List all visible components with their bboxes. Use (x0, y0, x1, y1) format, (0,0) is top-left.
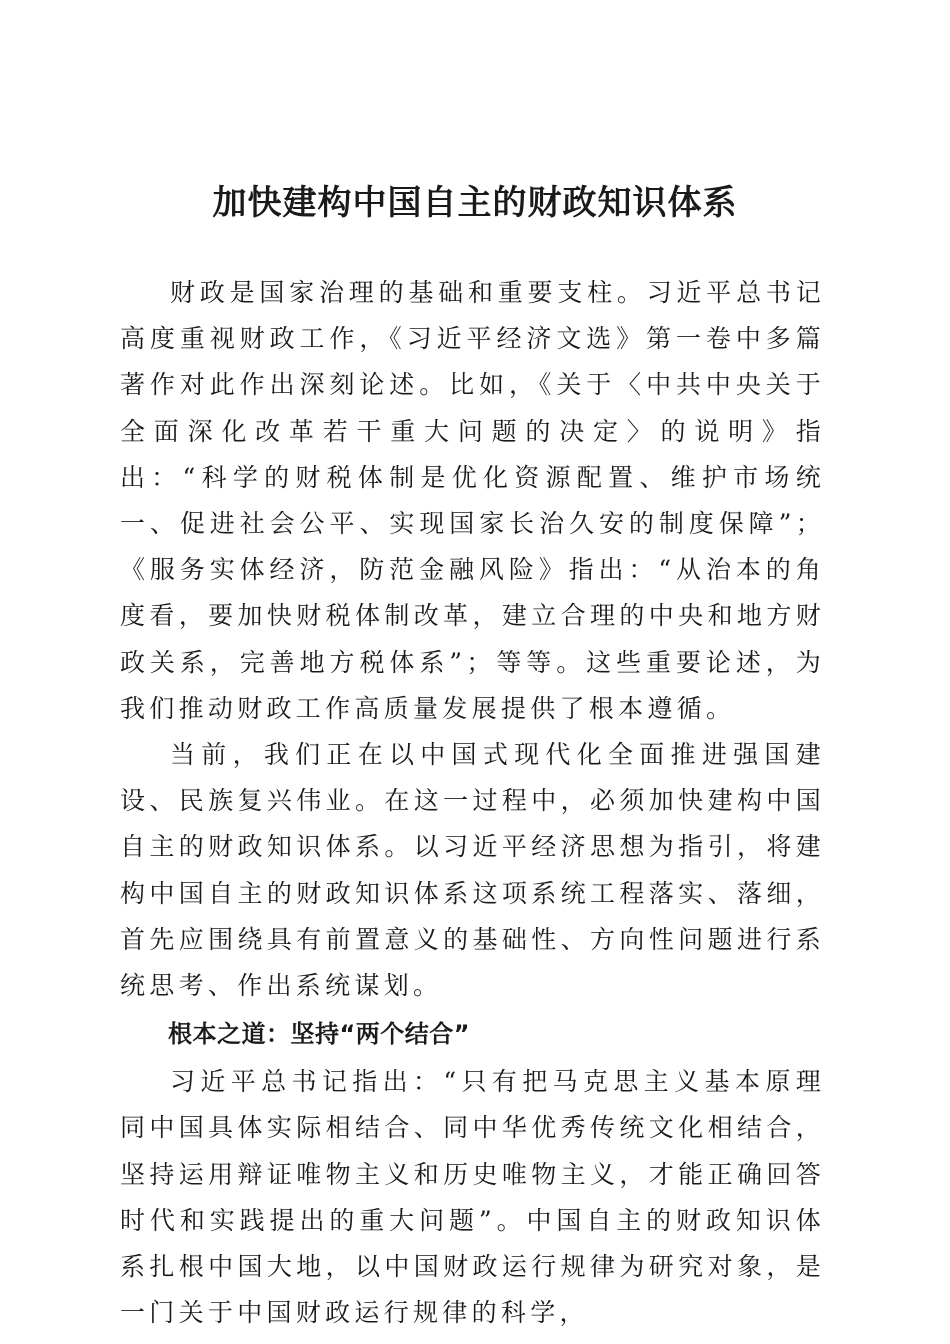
section-paragraph: 习近平总书记指出：“只有把马克思主义基本原理同中国具体实际相结合、同中华优秀传统文化相结合，坚持运用辩证唯物主义和历史唯物主义，才能正确回答时代和实践提出的重大问题”。中国自主的财政知识体系扎根中国大地，以中国财政运行规律为研究对象，是一门关于中国财政运行规律的科学， (120, 1067, 825, 1328)
section-heading: 根本之道：坚持“两个结合” (168, 1020, 471, 1049)
document-title: 加快建构中国自主的财政知识体系 (212, 183, 738, 223)
paragraph-2: 当前，我们正在以中国式现代化全面推进强国建设、民族复兴伟业。在这一过程中，必须加快建构中国自主的财政知识体系。以习近平经济思想为指引，将建构中国自主的财政知识体系这项系统工程落实、落细，首先应围绕具有前置意义的基础性、方向性问题进行系统思考、作出系统谋划。 (120, 740, 825, 1001)
document-body (120, 270, 825, 1336)
paragraph-1: 财政是国家治理的基础和重要支柱。习近平总书记高度重视财政工作，《习近平经济文选》第一卷中多篇著作对此作出深刻论述。比如，《关于〈中共中央关于全面深化改革若干重大问题的决定〉的说明》指出：“科学的财税体制是优化资源配置、维护市场统一、促进社会公平、实现国家长治久安的制度保障”；《服务实体经济，防范金融风险》指出：“从治本的角度看，要加快财税体制改革，建立合理的中央和地方财政关系，完善地方税体系”；等等。这些重要论述，为我们推动财政工作高质量发展提供了根本遵循。 (120, 278, 825, 723)
